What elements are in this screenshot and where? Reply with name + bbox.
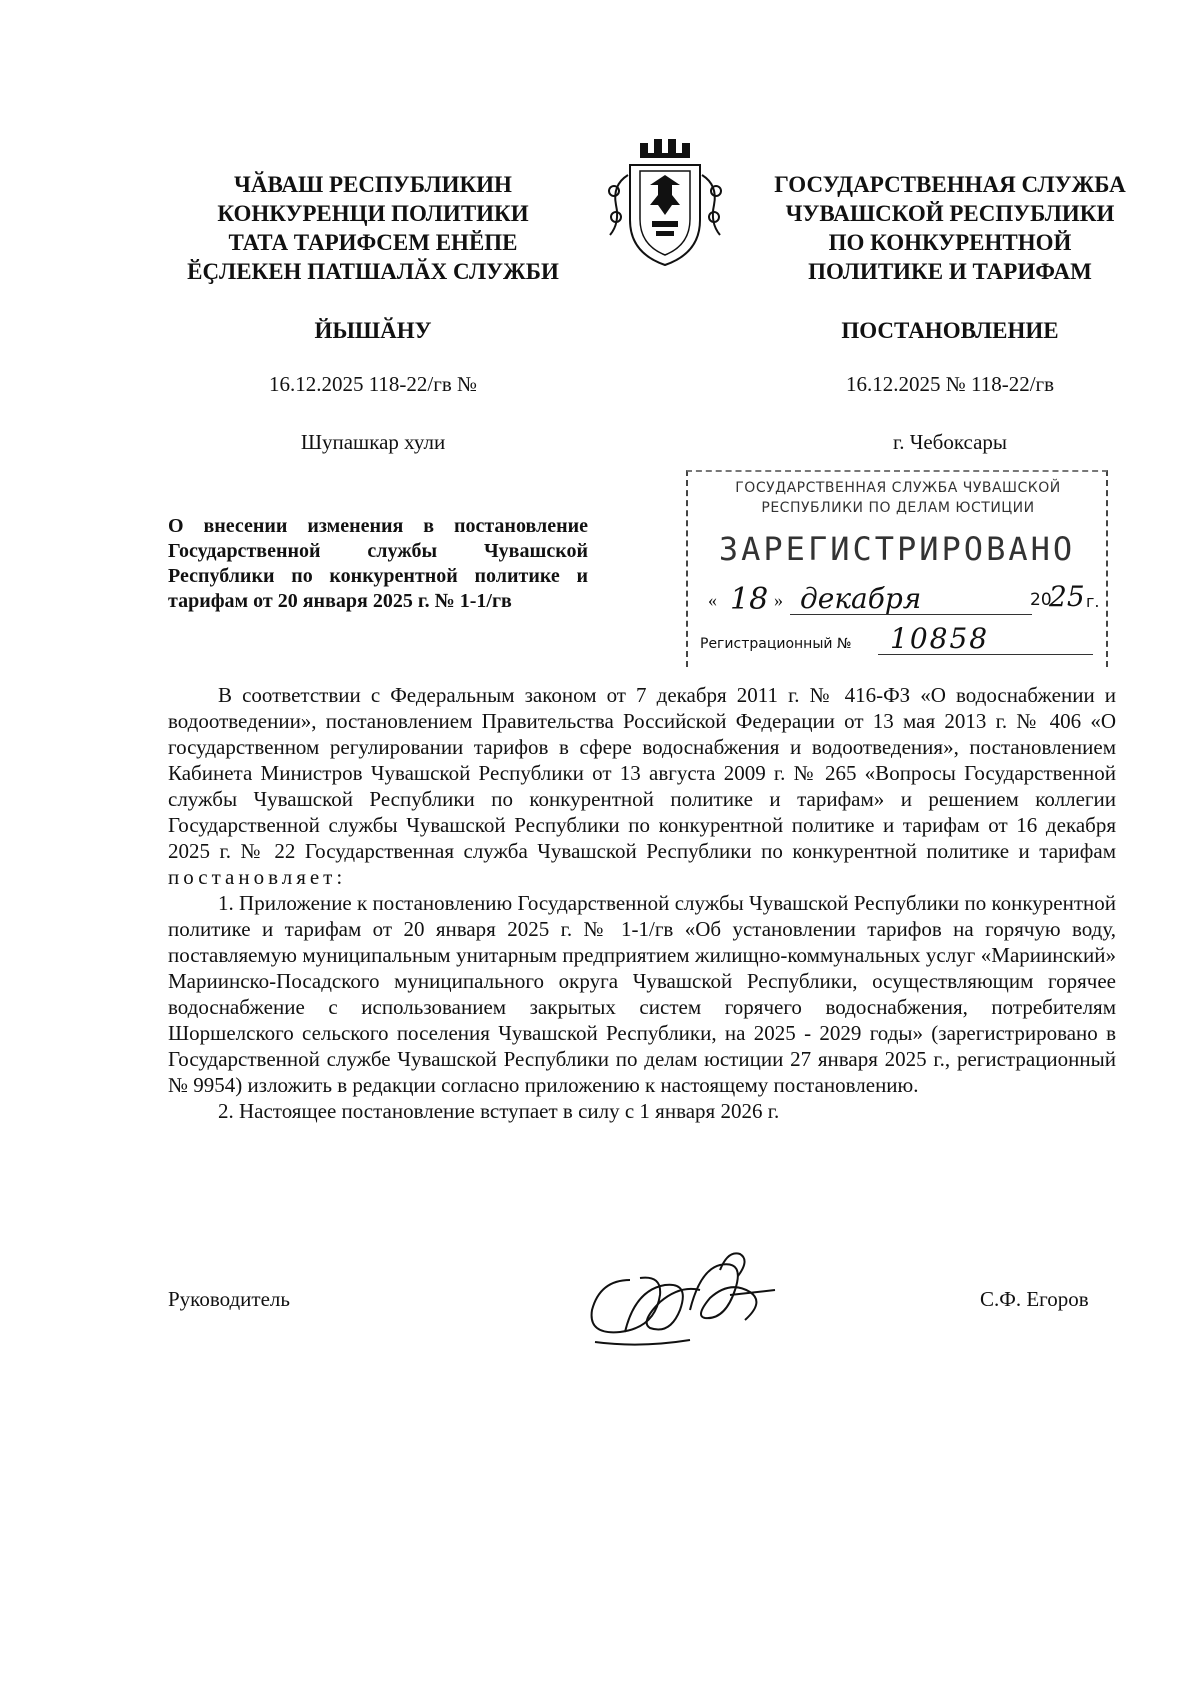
stamp-quote-open: « [708,590,717,610]
signer-name: С.Ф. Егоров [980,1287,1089,1311]
decree-keyword: постановляет: [168,865,347,889]
header-left-line: ЧӐВАШ РЕСПУБЛИКИН [234,172,512,197]
city-russian: г. Чебоксары [892,430,1008,454]
paragraph-item-2: 2. Настоящее постановление вступает в силу с 1 января 2026 г. [218,1099,780,1123]
header-left-line: ӖҪЛЕКЕН ПАТШАЛӐХ СЛУЖБИ [187,259,559,284]
paragraph-item-1: 1. Приложение к постановлению Государственной службы Чувашской Республики по конкурентной политике и тарифам от 20 января 2025 г. № 1-1/гв «Об установлении тарифов на горячую воду, поставляемую муниципальным унитарным предприятием жилищно-коммунальных услуг «Мариинский» Мариинско-Посадского муниципального округа Чувашской Республики, осуществляющим горячее водоснабжение с использованием закрытых систем горячего водоснабжения, потребителям Шоршелского сельского поселения Чувашской Республики, на 2025 - 2029 годы» (зарегистрировано в Государственной службе Чувашской Республики по делам юстиции 27 января 2025 г., регистрационный № 9954) изложить в редакции согласно приложению к настоящему постановлению. [168,891,1116,1097]
doc-type-chuvash: ЙЫШӐНУ [314,318,432,343]
stamp-day: 18 [730,582,769,617]
preamble-text: В соответствии с Федеральным законом от 7 декабря 2011 г. № 416-ФЗ «О водоснабжении и водоотведении», постановлением Правительства Российской Федерации от 13 мая 2013 г. № 406 «О государственном регулировании тарифов в сфере водоснабжения и водоотведения», постановлением Кабинета Министров Чувашской Республики от 13 августа 2009 г. № 265 «Вопросы Государственной службы Чувашской Республики по конкурентной политике и тарифам» и решением коллегии Государственной службы Чувашской Республики по конкурентной политике и тарифам от 16 декабря 2025 г. № 22 Государственная служба Чувашской Республики по конкурентной политике и тарифам [168,683,1116,863]
header-left-line: ТАТА ТАРИФСЕМ ЕНӖПЕ [228,230,518,255]
stamp-organization [702,478,1094,518]
stamp-date-underline [790,614,1032,615]
stamp-number-underline [878,654,1093,655]
city-chuvash: Шупашкар хули [300,430,446,454]
stamp-date [700,582,1100,616]
stamp-registered-text: ЗАРЕГИСТРИРОВАНО [718,530,1076,568]
stamp-year-unit: г. [1086,592,1100,611]
header-left-chuvash [158,170,588,286]
stamp-reg-value: 10858 [890,622,990,655]
header-right-line: ПОЛИТИКЕ И ТАРИФАМ [808,259,1092,284]
doc-type-russian: ПОСТАНОВЛЕНИЕ [841,318,1059,343]
handwritten-signature [580,1240,790,1350]
header-right-line: ПО КОНКУРЕНТНОЙ [828,230,1072,255]
registration-stamp [686,470,1108,667]
header-right-line: ЧУВАШСКОЙ РЕСПУБЛИКИ [785,201,1115,226]
document-subject: О внесении изменения в постановление Государственной службы Чувашской Республики по конкурентной политике и тарифам от 20 января 2025 г. № 1-1/гв [168,515,588,612]
chuvash-coat-of-arms-icon [600,135,730,270]
document-body [168,682,1116,1124]
header-left-line: КОНКУРЕНЦИ ПОЛИТИКИ [217,201,529,226]
date-number-russian: 16.12.2025 № 118-22/гв [845,372,1055,396]
stamp-year-prefix: 20 [1030,590,1052,610]
stamp-org-line: РЕСПУБЛИКИ ПО ДЕЛАМ ЮСТИЦИИ [761,500,1035,516]
stamp-year-suffix: 25 [1049,580,1085,613]
stamp-reg-number [700,622,1100,660]
signer-position: Руководитель [168,1287,290,1311]
header-right-russian [750,170,1150,286]
stamp-month: декабря [800,582,922,615]
paragraph-preamble [168,682,1116,890]
stamp-org-line: ГОСУДАРСТВЕННАЯ СЛУЖБА ЧУВАШСКОЙ [735,480,1061,496]
stamp-quote-close: » [774,590,783,610]
stamp-reg-label: Регистрационный № [700,636,852,652]
date-number-chuvash: 16.12.2025 118-22/гв № [268,372,478,396]
header-right-line: ГОСУДАРСТВЕННАЯ СЛУЖБА [774,172,1126,197]
